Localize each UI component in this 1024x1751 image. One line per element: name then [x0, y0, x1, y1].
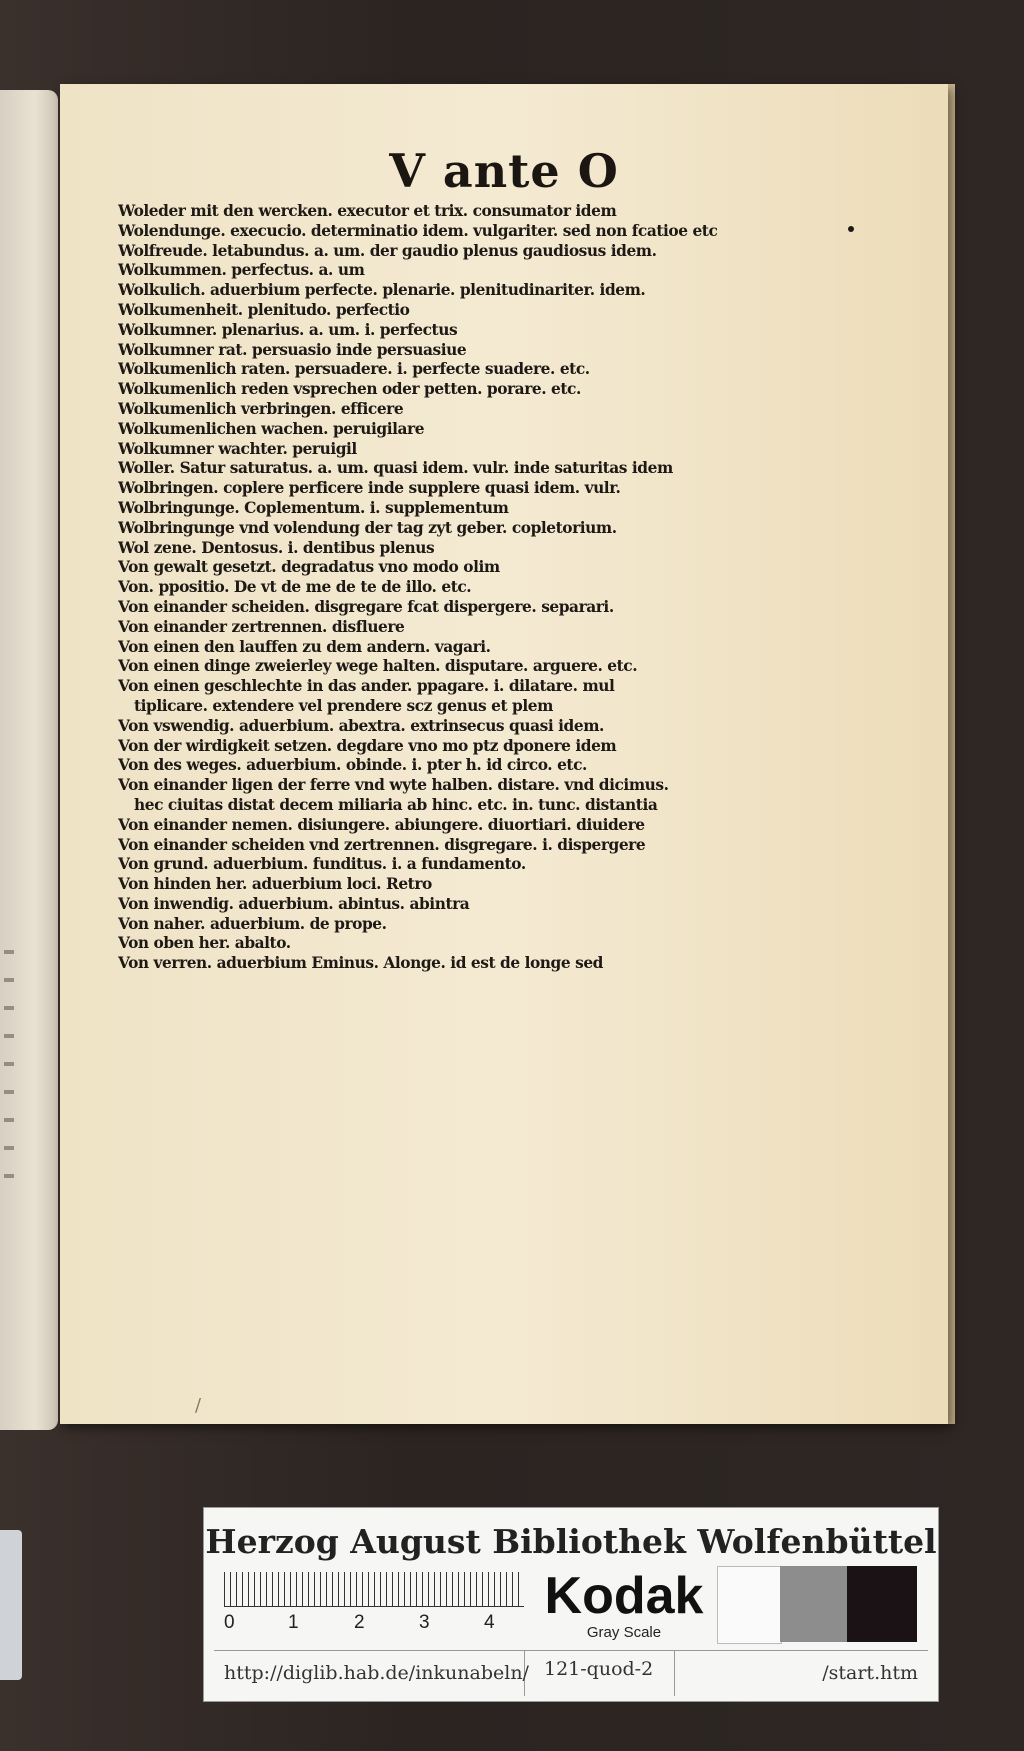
pencil-mark: / — [195, 1395, 202, 1416]
text-line: Wolkumenlich verbringen. efficere — [118, 399, 404, 418]
text-line: Von hinden her. aduerbium loci. Retro — [118, 875, 432, 894]
kodak-logo — [539, 1568, 709, 1641]
text-line: Von verren. aduerbium Eminus. Alonge. id est de longe sed — [118, 954, 603, 973]
scale-card — [203, 1507, 939, 1702]
page-heading: V ante O — [389, 144, 619, 198]
text-line: Wolkumenlich reden vsprechen oder petten. porare. etc. — [118, 380, 581, 399]
institution-name: Herzog August Bibliothek Wolfenbüttel — [205, 1522, 937, 1561]
text-line: Von naher. aduerbium. de prope. — [118, 914, 387, 933]
shelfmark: 121-quod-2 — [544, 1658, 654, 1680]
gray-scale-label: Gray Scale — [586, 1624, 662, 1641]
card-divider — [214, 1650, 928, 1651]
text-line: Von einen dinge zweierley wege halten. disputare. arguere. etc. — [118, 657, 638, 676]
text-line: Wolkumenlich raten. persuadere. i. perfecte suadere. etc. — [118, 360, 590, 379]
text-line: hec ciuitas distat decem miliaria ab hinc. etc. in. tunc. distantia — [134, 795, 658, 814]
spine-label — [0, 1530, 22, 1680]
ruler-number: 2 — [354, 1612, 365, 1633]
ruler-marks — [224, 1572, 524, 1607]
text-line: Von gewalt gesetzt. degradatus vno modo olim — [118, 558, 500, 577]
text-line: Wolkulich. aduerbium perfecte. plenarie. plenitudinariter. idem. — [118, 281, 646, 300]
kodak-brand: Kodak — [544, 1567, 704, 1625]
text-line: Wolfreude. letabundus. a. um. der gaudio plenus gaudiosus idem. — [118, 241, 657, 260]
ruler-number: 1 — [288, 1612, 299, 1633]
text-line: Woleder mit den wercken. executor et trix. consumator idem — [118, 202, 617, 220]
ruler-number: 0 — [224, 1612, 235, 1633]
edge-marks — [4, 950, 14, 1190]
text-line: Von einander zertrennen. disfluere — [118, 617, 405, 636]
ruler — [224, 1572, 524, 1636]
ruler-number: 4 — [484, 1612, 495, 1633]
ink-dot — [848, 226, 854, 232]
text-line: Von grund. aduerbium. funditus. i. a fundamento. — [118, 855, 526, 874]
start-page: /start.htm — [822, 1662, 918, 1684]
ruler-number: 3 — [419, 1612, 430, 1633]
url-text: http://diglib.hab.de/inkunabeln/ — [224, 1662, 529, 1684]
text-line: Von inwendig. aduerbium. abintus. abintra — [118, 894, 470, 913]
text-line: Von des weges. aduerbium. obinde. i. pter h. id circo. etc. — [118, 756, 587, 775]
text-line: Wolkumner. plenarius. a. um. i. perfectus — [118, 320, 458, 339]
swatch-white — [717, 1566, 782, 1644]
text-line: Woller. Satur saturatus. a. um. quasi idem. vulr. inde saturitas idem — [118, 459, 673, 478]
text-line: Von einander scheiden vnd zertrennen. disgregare. i. dispergere — [118, 835, 646, 854]
text-line: Wolkumner rat. persuasio inde persuasiue — [118, 340, 467, 359]
text-line: Von der wirdigkeit setzen. degdare vno mo ptz dponere idem — [118, 736, 617, 755]
text-line: Von einen den lauffen zu dem andern. vagari. — [118, 637, 491, 656]
text-line: Wolbringunge. Coplementum. i. supplementum — [118, 498, 509, 517]
text-line: Von oben her. abalto. — [118, 934, 291, 953]
text-line: Wol zene. Dentosus. i. dentibus plenus — [118, 538, 435, 557]
text-line: Wolkumner wachter. peruigil — [118, 439, 357, 458]
text-line: Wolkummen. perfectus. a. um — [118, 261, 365, 280]
swatch-black — [847, 1566, 917, 1642]
text-line: Wolendunge. execucio. determinatio idem. vulgariter. sed non fcatioe etc — [118, 221, 718, 240]
text-line: Von einander ligen der ferre vnd wyte halben. distare. vnd dicimus. — [118, 776, 669, 795]
text-block — [118, 202, 758, 974]
book-page — [60, 84, 948, 1424]
text-line: Von einen geschlechte in das ander. ppagare. i. dilatare. mul — [118, 677, 615, 696]
text-line: Von vswendig. aduerbium. abextra. extrinsecus quasi idem. — [118, 716, 604, 735]
text-line: Wolkumenlichen wachen. peruigilare — [118, 419, 425, 438]
text-line: Von einander nemen. disiungere. abiungere. diuortiari. diuidere — [118, 815, 645, 834]
left-page-edge — [0, 90, 58, 1430]
text-line: Von. ppositio. De vt de me de te de illo. etc. — [118, 578, 472, 597]
text-line: Wolbringen. coplere perficere inde supplere quasi idem. vulr. — [118, 479, 621, 498]
text-line: Wolbringunge vnd volendung der tag zyt geber. copletorium. — [118, 518, 617, 537]
text-line: tiplicare. extendere vel prendere scz genus et plem — [134, 696, 553, 715]
swatch-gray — [780, 1566, 847, 1642]
card-divider — [674, 1650, 675, 1696]
text-line: Von einander scheiden. disgregare fcat dispergere. separari. — [118, 597, 614, 616]
text-line: Wolkumenheit. plenitudo. perfectio — [118, 300, 410, 319]
